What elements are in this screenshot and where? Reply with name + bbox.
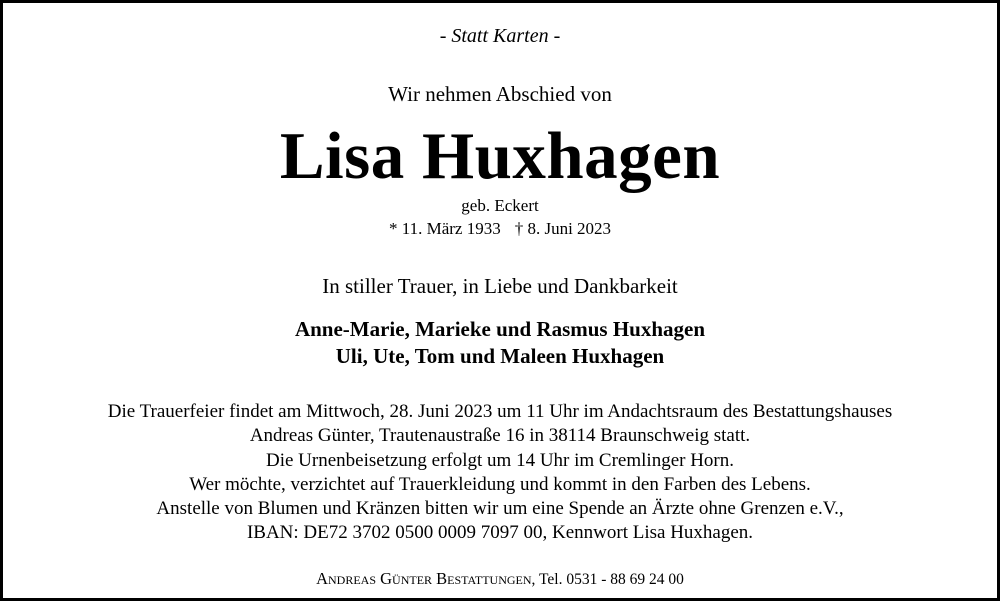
mourning-line: In stiller Trauer, in Liebe und Dankbarkeit (322, 274, 678, 298)
deceased-name: Lisa Huxhagen (279, 119, 721, 193)
family-line: Anne-Marie, Marieke und Rasmus Huxhagen (294, 317, 706, 341)
death-date: † 8. Juni 2023 (514, 219, 612, 238)
funeral-home-phone: , Tel. 0531 - 88 69 24 00 (531, 571, 684, 588)
info-line: IBAN: DE72 3702 0500 0009 7097 00, Kennwort Lisa Huxhagen. (246, 522, 754, 544)
info-line: Die Urnenbeisetzung erfolgt um 14 Uhr im Cremlinger Horn. (265, 449, 735, 471)
info-line: Wer möchte, verzichtet auf Trauerkleidung und kommt in den Farben des Lebens. (189, 473, 811, 495)
ceremony-info (3, 400, 997, 546)
info-line: Die Trauerfeier findet am Mittwoch, 28. Juni 2023 um 11 Uhr im Andachtsraum des Bestattungshauses (107, 401, 893, 422)
funeral-home-name: Andreas Günter Bestattungen (316, 569, 532, 588)
birth-date: * 11. März 1933 (388, 219, 501, 238)
life-dates (3, 219, 997, 239)
header-note: - Statt Karten - (439, 25, 561, 47)
info-line: Andreas Günter, Trautenaustraße 16 in 38114 Braunschweig statt. (249, 425, 751, 447)
birth-name: geb. Eckert (461, 196, 539, 215)
intro-text: Wir nehmen Abschied von (388, 82, 612, 106)
info-line: Anstelle von Blumen und Kränzen bitten wir um eine Spende an Ärzte ohne Grenzen e.V., (156, 498, 844, 520)
funeral-home-footer (3, 569, 997, 589)
family-line: Uli, Ute, Tom und Maleen Huxhagen (335, 344, 665, 368)
